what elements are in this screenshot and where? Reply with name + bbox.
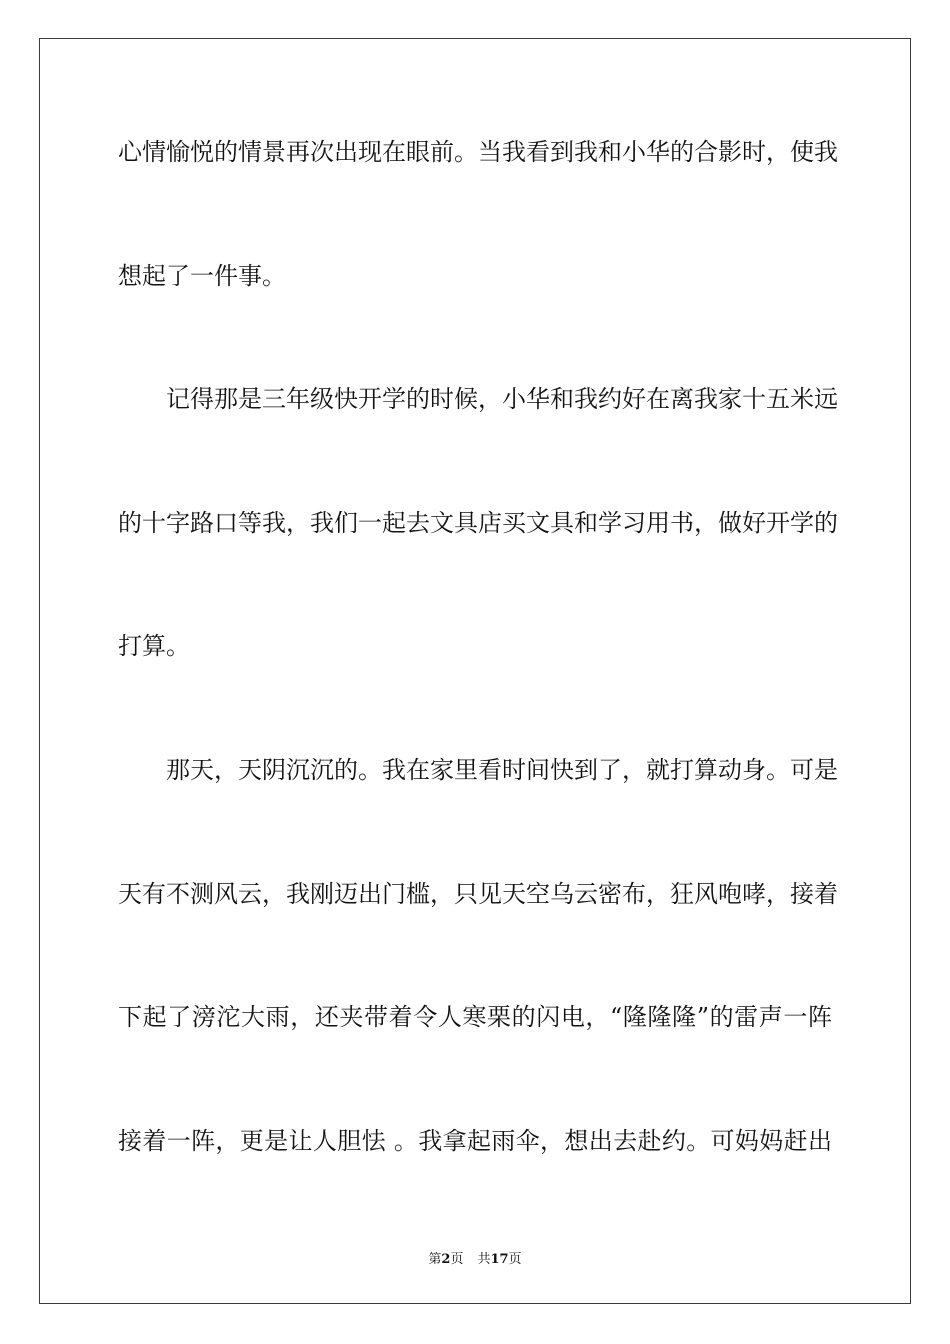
total-prefix: 共 — [477, 1252, 491, 1267]
page-suffix: 页 — [450, 1252, 464, 1267]
total-pages: 17 — [490, 1252, 509, 1267]
page-prefix: 第 — [428, 1252, 442, 1267]
page-footer — [0, 1248, 950, 1267]
text-line-6: 那天，天阴沉沉的。我在家里看时间快到了，就打算动身。可是 — [166, 756, 838, 784]
text-line-2: 想起了一件事。 — [118, 262, 286, 290]
page-number: 2 — [441, 1252, 451, 1267]
text-line-3: 记得那是三年级快开学的时候，小华和我约好在离我家十五米远 — [166, 385, 838, 413]
text-line-1: 心情愉悦的情景再次出现在眼前。当我看到我和小华的合影时，使我 — [118, 138, 838, 166]
text-line-8: 下起了滂沱大雨，还夹带着令人寒栗的闪电，“隆隆隆”的雷声一阵 — [118, 1003, 832, 1031]
text-line-4: 的十字路口等我，我们一起去文具店买文具和学习用书，做好开学的 — [118, 509, 838, 537]
total-suffix: 页 — [508, 1252, 522, 1267]
text-line-7: 天有不测风云，我刚迈出门槛，只见天空乌云密布，狂风咆哮，接着 — [118, 880, 838, 908]
page-border — [39, 38, 911, 1304]
text-line-9: 接着一阵，更是让人胆怯 。我拿起雨伞，想出去赴约。可妈妈赶出 — [118, 1127, 832, 1155]
text-line-5: 打算。 — [118, 632, 190, 660]
